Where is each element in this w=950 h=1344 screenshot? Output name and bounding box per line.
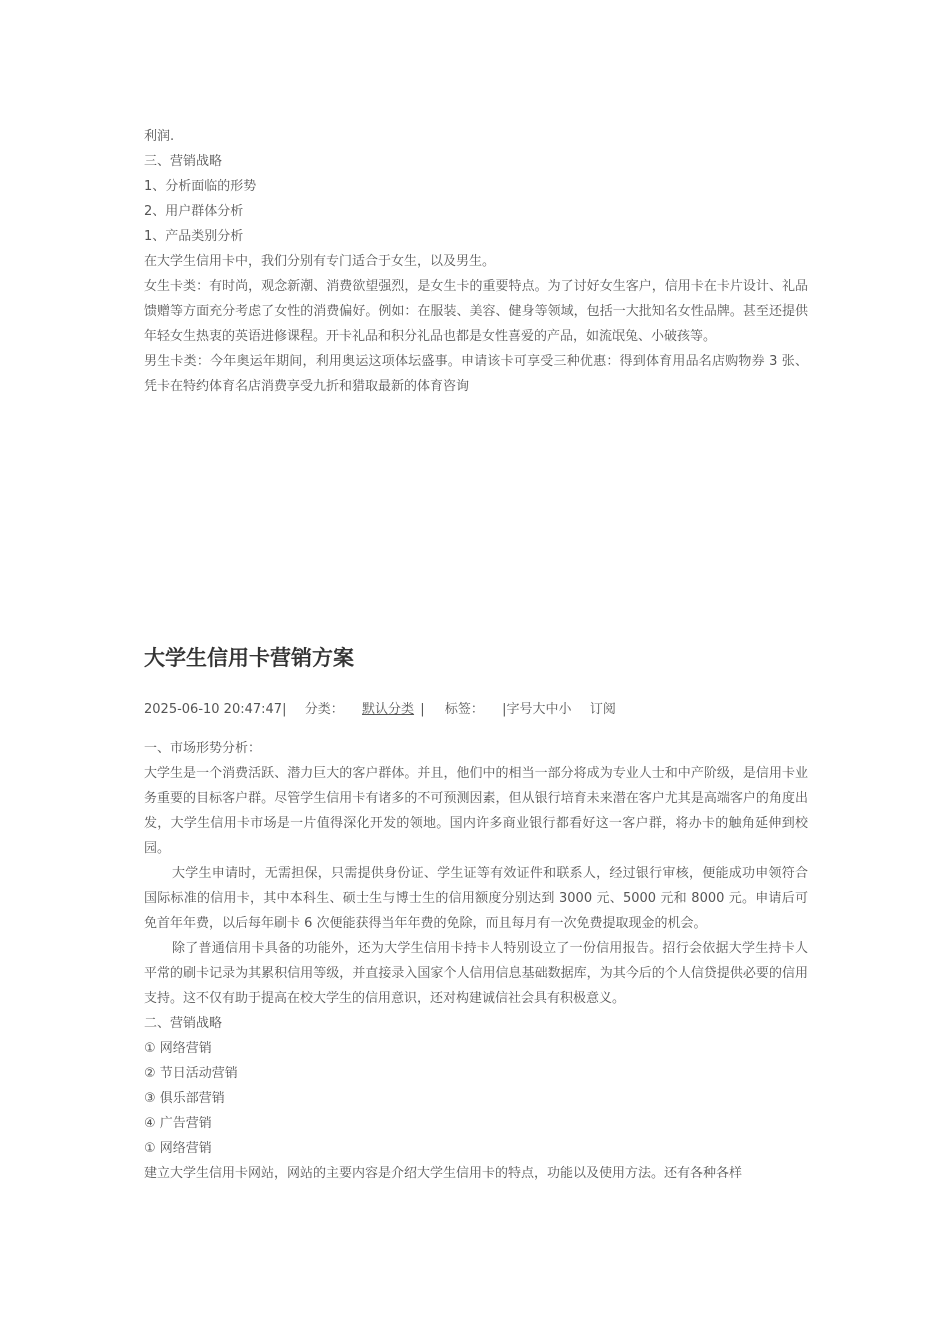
category-link[interactable]: 默认分类 (362, 702, 415, 717)
article (144, 642, 808, 1186)
list-item: ② 节日活动营销 (144, 1066, 238, 1081)
section-heading: 二、营销战略 (144, 1016, 223, 1031)
category-separator: | (420, 702, 425, 717)
paragraph: 建立大学生信用卡网站，网站的主要内容是介绍大学生信用卡的特点，功能以及使用方法。还有各种各样 (144, 1166, 743, 1181)
list-item: 1、产品类别分析 (144, 229, 244, 244)
article-datetime: 2025-06-10 20:47:47| (144, 702, 287, 717)
section-heading: 一、市场形势分析： (144, 741, 262, 756)
list-item: ① 网络营销 (144, 1041, 212, 1056)
paragraph: 除了普通信用卡具备的功能外，还为大学生信用卡持卡人特别设立了一份信用报告。招行会依据大学生持卡人平常的刷卡记录为其累积信用等级，并直接录入国家个人信用信息基础数据库，为其今后的个人信贷提供必要的信用支持。这不仅有助于提高在校大学生的信用意识，还对构建诚信社会具有积极意义。 (144, 941, 808, 1006)
section-heading: 三、营销战略 (144, 154, 223, 169)
previous-article-tail (144, 124, 808, 399)
tags-label: 标签： (444, 702, 484, 717)
paragraph: 利润. (144, 129, 175, 144)
article-meta (144, 700, 808, 720)
article-title: 大学生信用卡营销方案 (144, 646, 354, 670)
subscribe-link[interactable]: 订阅 (589, 702, 616, 717)
list-item: ① 网络营销 (144, 1141, 212, 1156)
paragraph: 大学生是一个消费活跃、潜力巨大的客户群体。并且，他们中的相当一部分将成为专业人士和中产阶级，是信用卡业务重要的目标客户群。尽管学生信用卡有诸多的不可预测因素，但从银行培育未来潜在客户尤其是高端客户的角度出发，大学生信用卡市场是一片值得深化开发的领地。国内许多商业银行都看好这一客户群，将办卡的触角延伸到校园。 (144, 766, 808, 856)
font-size-control[interactable]: |字号大中小 (502, 702, 572, 717)
article-body (144, 736, 808, 1186)
category-label: 分类： (304, 702, 344, 717)
paragraph: 女生卡类：有时尚，观念新潮、消费欲望强烈，是女生卡的重要特点。为了讨好女生客户，信用卡在卡片设计、礼品馈赠等方面充分考虑了女性的消费偏好。例如：在服装、美容、健身等领域，包括一大批知名女性品牌。甚至还提供年轻女生热衷的英语进修课程。开卡礼品和积分礼品也都是女性喜爱的产品，如流氓兔、小破孩等。 (144, 279, 808, 344)
list-item: ③ 俱乐部营销 (144, 1091, 225, 1106)
list-item: 1、分析面临的形势 (144, 179, 257, 194)
paragraph: 在大学生信用卡中，我们分别有专门适合于女生，以及男生。 (144, 254, 496, 269)
list-item: 2、用户群体分析 (144, 204, 244, 219)
paragraph: 大学生申请时，无需担保，只需提供身份证、学生证等有效证件和联系人，经过银行审核，便能成功申领符合国际标准的信用卡，其中本科生、硕士生与博士生的信用额度分别达到 3000 元、5000 元和 8000 元。申请后可免首年年费，以后每年刷卡 6 次便能获得当年年费的免除，而且每月有一次免费提取现金的机会。 (144, 866, 808, 931)
list-item: ④ 广告营销 (144, 1116, 212, 1131)
paragraph: 男生卡类：今年奥运年期间，利用奥运这项体坛盛事。申请该卡可享受三种优惠：得到体育用品名店购物券 3 张、凭卡在特约体育名店消费享受九折和猎取最新的体育咨询 (144, 354, 808, 394)
